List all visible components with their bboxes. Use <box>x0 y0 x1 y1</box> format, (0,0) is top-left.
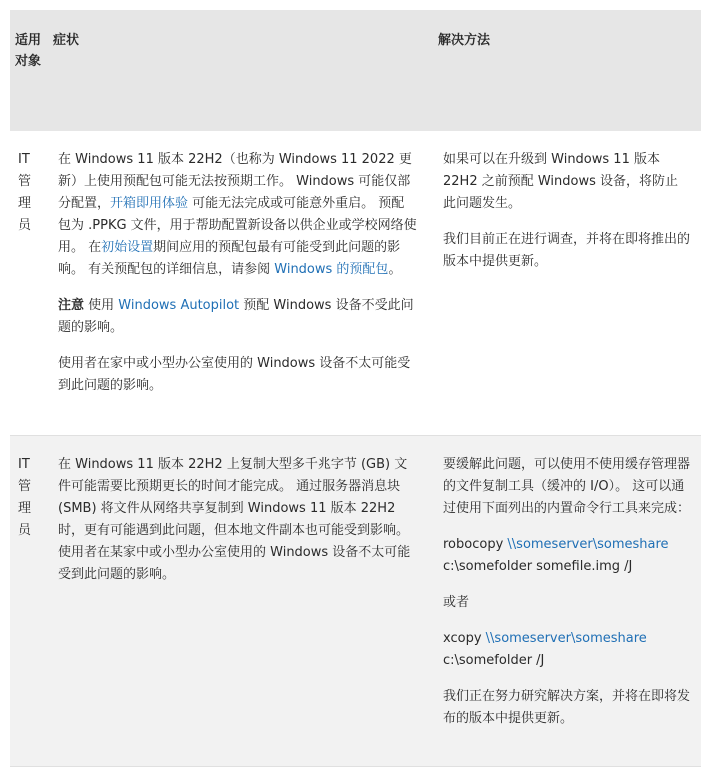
table-row <box>10 131 701 435</box>
workaround-paragraph: 我们正在努力研究解决方案，并将在即将发布的版本中提供更新。 <box>443 688 691 726</box>
workaround-paragraph: 要缓解此问题，可以使用不使用缓存管理器的文件复制工具（缓冲的 I/O）。 这可以通过使用下面列出的内置命令行工具来完成： <box>443 456 691 516</box>
symptom-cell <box>48 131 433 435</box>
autopilot-link[interactable]: Windows Autopilot <box>118 298 240 313</box>
symptom-paragraph <box>58 149 417 281</box>
workaround-cell <box>433 131 701 435</box>
header-row <box>10 10 701 131</box>
header-workaround: 解决方法 <box>438 33 491 48</box>
symptom-text: 在 Windows 11 版本 22H2（也称为 Windows 11 2022 更新）上使用预配包可能无法按预期工作。 Windows 可能仅部分配置， <box>58 152 412 211</box>
header-symptom: 症状 <box>53 33 80 48</box>
or-text: 或者 <box>443 594 470 610</box>
note-text: 使用 <box>84 298 119 313</box>
symptom-cell <box>48 435 433 766</box>
share-path-link[interactable]: \\someserver\someshare <box>507 536 669 552</box>
oobe-link[interactable]: 开箱即用体验 <box>110 196 189 211</box>
note-paragraph <box>58 295 417 339</box>
command-text: c:\somefolder somefile.img /J <box>443 558 633 574</box>
provisioning-packages-link[interactable]: Windows 的预配包 <box>274 262 389 277</box>
table-row <box>10 435 701 766</box>
share-path-link[interactable]: \\someserver\someshare <box>485 630 647 646</box>
command-text: robocopy <box>443 536 508 552</box>
note-text: 预配 Windows 设备不受此问题的影响。 <box>58 298 414 335</box>
known-issues-table <box>10 10 701 767</box>
workaround-paragraph: 如果可以在升级到 Windows 11 版本 22H2 之前预配 Windows 设备，将防止此问题发生。 <box>443 152 679 211</box>
symptom-text: 期间应用的预配包最有可能受到此问题的影响。 有关预配包的详细信息，请参阅 <box>58 240 401 277</box>
initial-setup-link[interactable]: 初始设置 <box>101 240 154 255</box>
table-header <box>10 10 701 131</box>
command-text: xcopy <box>443 630 486 646</box>
symptom-text: 。 <box>388 262 402 277</box>
applies-to-cell: IT管理员 <box>18 152 32 233</box>
xcopy-command <box>443 628 691 672</box>
symptom-paragraph: 在 Windows 11 版本 22H2 上复制大型多千兆字节 (GB) 文件可能需要比预期更长的时间才能完成。 通过服务器消息块 (SMB) 将文件从网络共享复制到 Windows 11 版本 22H2 时，更有可能遇到此问题，但本地文件副本也可能受到影响。使用者在某家中或小型办公室使用的 Windows 设备不太可能受到此问题的影响。 <box>58 456 411 582</box>
workaround-paragraph: 我们目前正在进行调查，并将在即将推出的版本中提供更新。 <box>443 232 691 269</box>
symptom-text: 可能无法完成或可能意外重启。 预配包为 .PPKG 文件，用于帮助配置新设备以供企业或学校网络使用。 在 <box>58 196 417 255</box>
known-issues-table-container <box>10 10 701 767</box>
workaround-cell <box>433 435 701 766</box>
command-text: c:\somefolder /J <box>443 652 545 668</box>
header-applies-to: 适用对象 <box>15 33 42 69</box>
applies-to-cell: IT管理员 <box>18 456 32 538</box>
robocopy-command <box>443 534 691 578</box>
note-label: 注意 <box>58 298 85 313</box>
consumer-paragraph: 使用者在家中或小型办公室使用的 Windows 设备不太可能受到此问题的影响。 <box>58 356 411 393</box>
